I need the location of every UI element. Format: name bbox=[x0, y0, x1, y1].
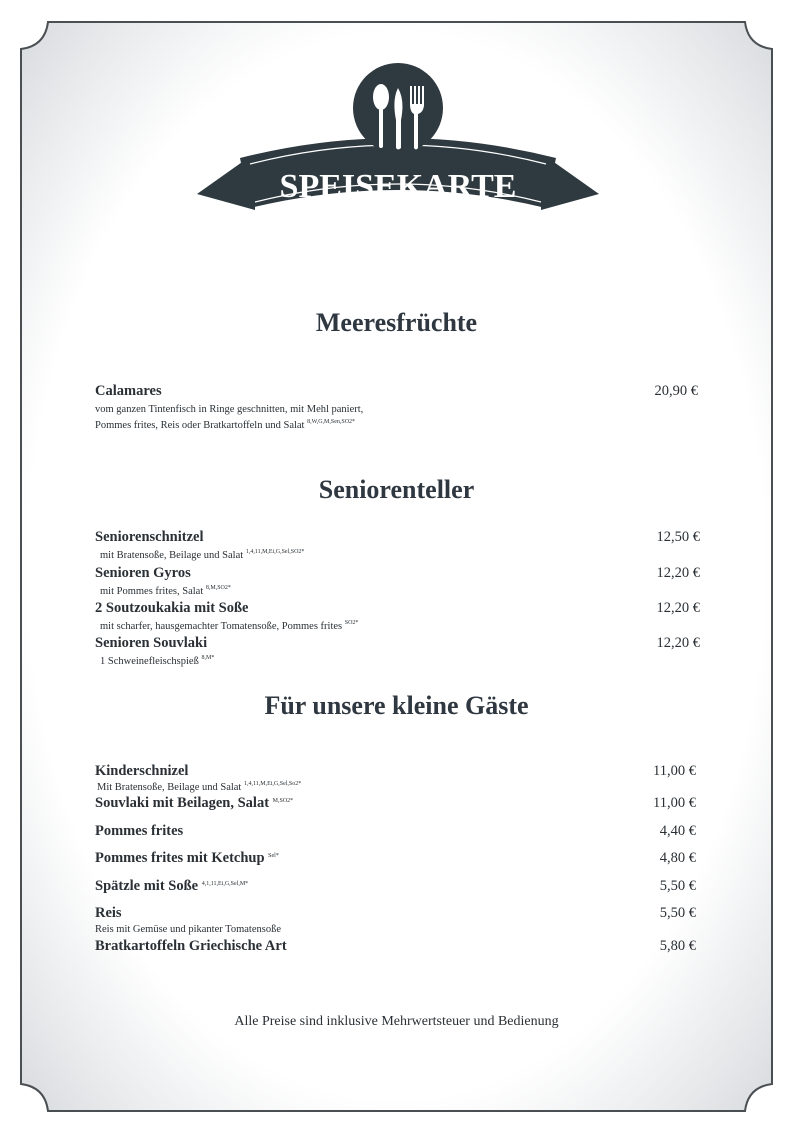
item-price: 12,20 € bbox=[656, 635, 700, 651]
allergen-codes: Sel* bbox=[268, 853, 279, 859]
item-price: 12,20 € bbox=[656, 565, 700, 581]
item-name: Pommes frites bbox=[95, 823, 184, 839]
item-price: 12,50 € bbox=[656, 529, 700, 545]
item-desc: Reis mit Gemüse und pikanter Tomatensoße bbox=[95, 924, 281, 935]
item-desc: Pommes frites, Reis oder Bratkartoffeln und Salat $^{8,W,G,M,Sen,SO2*}$ bbox=[95, 419, 356, 431]
item-desc: Mit Bratensoße, Beilage und Salat $^{1,4,11,M,Ei,G,Sel,So2*}$ bbox=[97, 781, 302, 793]
allergen-codes: M,SO2* bbox=[272, 798, 294, 804]
section-title-seniorenteller: Seniorenteller bbox=[318, 475, 475, 504]
allergen-codes: 1,4,11,M,Ei,G,Sel,SO2* bbox=[245, 549, 305, 555]
item-name: Reis bbox=[95, 905, 122, 921]
item-price: 5,80 € bbox=[659, 938, 696, 954]
item-desc: 1 Schweinefleischspieß $^{8,M*}$ bbox=[100, 655, 215, 667]
item-desc: mit scharfer, hausgemachter Tomatensoße, Pommes frites $^{SO2*}$ bbox=[100, 620, 359, 632]
item-name: Bratkartoffeln Griechische Art bbox=[95, 938, 287, 954]
item-price: 11,00 € bbox=[653, 795, 696, 811]
allergen-codes: 1,4,11,M,Ei,G,Sel,So2* bbox=[243, 781, 302, 787]
item-desc: mit Bratensoße, Beilage und Salat $^{1,4,11,M,Ei,G,Sel,SO2*}$ bbox=[100, 549, 305, 561]
item-desc: mit Pommes frites, Salat $^{8,M,SO2*}$ bbox=[100, 585, 231, 597]
allergen-codes: 8,M,SO2* bbox=[205, 585, 231, 591]
allergen-codes: 8,M* bbox=[201, 655, 215, 661]
item-name: Senioren Souvlaki bbox=[95, 635, 208, 651]
item-name: 2 Soutzoukakia mit Soße bbox=[95, 600, 249, 616]
speisekarte-logo bbox=[195, 60, 601, 250]
item-name: Pommes frites mit Ketchup $^{Sel*}$ bbox=[95, 850, 279, 866]
item-price: 4,80 € bbox=[659, 850, 696, 866]
section-title-kinder: Für unsere kleine Gäste bbox=[264, 691, 529, 720]
item-name: Kinderschnizel bbox=[95, 763, 189, 779]
item-price: 11,00 € bbox=[653, 763, 696, 779]
item-desc: vom ganzen Tintenfisch in Ringe geschnitten, mit Mehl paniert, bbox=[95, 404, 364, 415]
item-price: 4,40 € bbox=[659, 823, 696, 839]
allergen-codes: SO2* bbox=[344, 620, 359, 626]
item-name: Spätzle mit Soße $^{4,1,11,Ei,G,Sel,M*}$ bbox=[95, 878, 249, 894]
item-name: Calamares bbox=[95, 383, 162, 399]
item-price: 5,50 € bbox=[659, 905, 696, 921]
item-name: Seniorenschnitzel bbox=[95, 529, 204, 545]
item-price: 5,50 € bbox=[659, 878, 696, 894]
item-price: 12,20 € bbox=[656, 600, 700, 616]
banner-title: SPEISEKARTE bbox=[279, 168, 517, 205]
item-name: Senioren Gyros bbox=[95, 565, 191, 581]
allergen-codes: 4,1,11,Ei,G,Sel,M* bbox=[201, 881, 249, 887]
section-title-meeresfruechte: Meeresfrüchte bbox=[315, 308, 478, 337]
allergen-codes: 8,W,G,M,Sen,SO2* bbox=[307, 419, 356, 425]
item-name: Souvlaki mit Beilagen, Salat $^{M,SO2*}$ bbox=[95, 795, 294, 811]
footer-note: Alle Preise sind inklusive Mehrwertsteuer und Bedienung bbox=[234, 1014, 559, 1029]
item-price: 20,90 € bbox=[654, 383, 698, 399]
